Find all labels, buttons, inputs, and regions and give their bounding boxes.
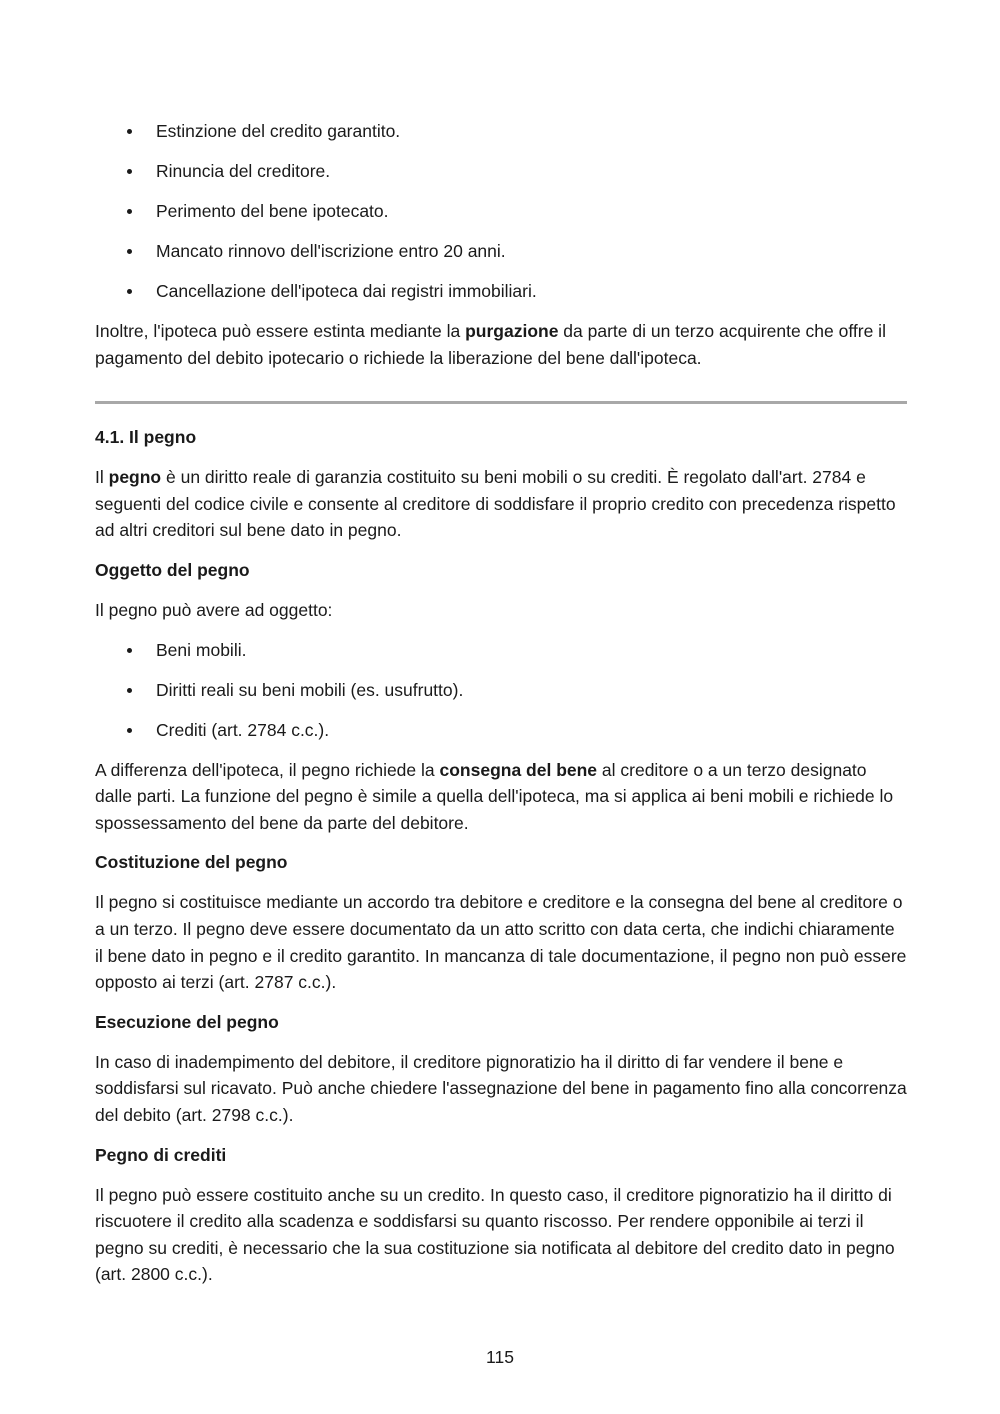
list-item: Estinzione del credito garantito. <box>95 118 907 145</box>
list-item: Diritti reali su beni mobili (es. usufrutto). <box>95 677 907 704</box>
object-list <box>95 637 907 744</box>
extinction-causes-list <box>95 118 907 305</box>
list-item: Crediti (art. 2784 c.c.). <box>95 717 907 744</box>
subheading-oggetto: Oggetto del pegno <box>95 559 250 580</box>
list-item: Mancato rinnovo dell'iscrizione entro 20 anni. <box>95 238 907 265</box>
list-item: Cancellazione dell'ipoteca dai registri immobiliari. <box>95 278 907 305</box>
bullet-icon <box>127 728 132 733</box>
bullet-icon <box>127 209 132 214</box>
bullet-icon <box>127 249 132 254</box>
section-title: 4.1. Il pegno <box>95 427 197 448</box>
page-content <box>95 118 907 1301</box>
paragraph-crediti: Il pegno può essere costituito anche su un credito. In questo caso, il creditore pignoratizio ha il diritto di riscuotere il credito alla scadenza e soddisfarsi su quanto riscosso. Per rendere opponibile ai terzi il pegno su crediti, è necessario che la sua costituzione sia notificata al debitore del credito dato in pegno (art. 2800 c.c.). <box>95 1184 895 1285</box>
paragraph-esecuzione: In caso di inadempimento del debitore, il creditore pignoratizio ha il diritto di far vendere il bene e soddisfarsi sul ricavato. Può anche chiedere l'assegnazione del bene in pagamento fino alla concorrenza del debito (art. 2798 c.c.). <box>95 1051 907 1125</box>
paragraph-differenza: A differenza dell'ipoteca, il pegno richiede la consegna del bene al creditore o a un terzo designato dalle parti. La funzione del pegno è simile a quella dell'ipoteca, ma si applica ai beni mobili e richiede lo spossessamento del bene da parte del debitore. <box>95 759 894 833</box>
bullet-icon <box>127 289 132 294</box>
bullet-icon <box>127 169 132 174</box>
list-item: Perimento del bene ipotecato. <box>95 198 907 225</box>
list-item: Beni mobili. <box>95 637 907 664</box>
bullet-icon <box>127 129 132 134</box>
paragraph-purgazione: Inoltre, l'ipoteca può essere estinta mediante la purgazione da parte di un terzo acquirente che offre il pagamento del debito ipotecario o richiede la liberazione del bene dall'ipoteca. <box>95 321 886 368</box>
paragraph-costituzione: Il pegno si costituisce mediante un accordo tra debitore e creditore e la consegna del bene al creditore o a un terzo. Il pegno deve essere documentato da un atto scritto con data certa, che indichi chiaramente il bene dato in pegno e il credito garantito. In mancanza di tale documentazione, il pegno non può essere opposto ai terzi (art. 2787 c.c.). <box>95 892 907 993</box>
subheading-costituzione: Costituzione del pegno <box>95 852 288 873</box>
section-divider <box>95 401 907 404</box>
list-item: Rinuncia del creditore. <box>95 158 907 185</box>
subheading-esecuzione: Esecuzione del pegno <box>95 1011 279 1032</box>
paragraph-oggetto: Il pegno può avere ad oggetto: <box>95 599 333 620</box>
subheading-crediti: Pegno di crediti <box>95 1144 227 1165</box>
page-number: 115 <box>486 1347 514 1367</box>
bullet-icon <box>127 648 132 653</box>
bullet-icon <box>127 688 132 693</box>
paragraph-intro: Il pegno è un diritto reale di garanzia costituito su beni mobili o su crediti. È regolato dall'art. 2784 e seguenti del codice civile e consente al creditore di soddisfare il proprio credito con precedenza rispetto ad altri creditori sul bene dato in pegno. <box>95 467 896 541</box>
